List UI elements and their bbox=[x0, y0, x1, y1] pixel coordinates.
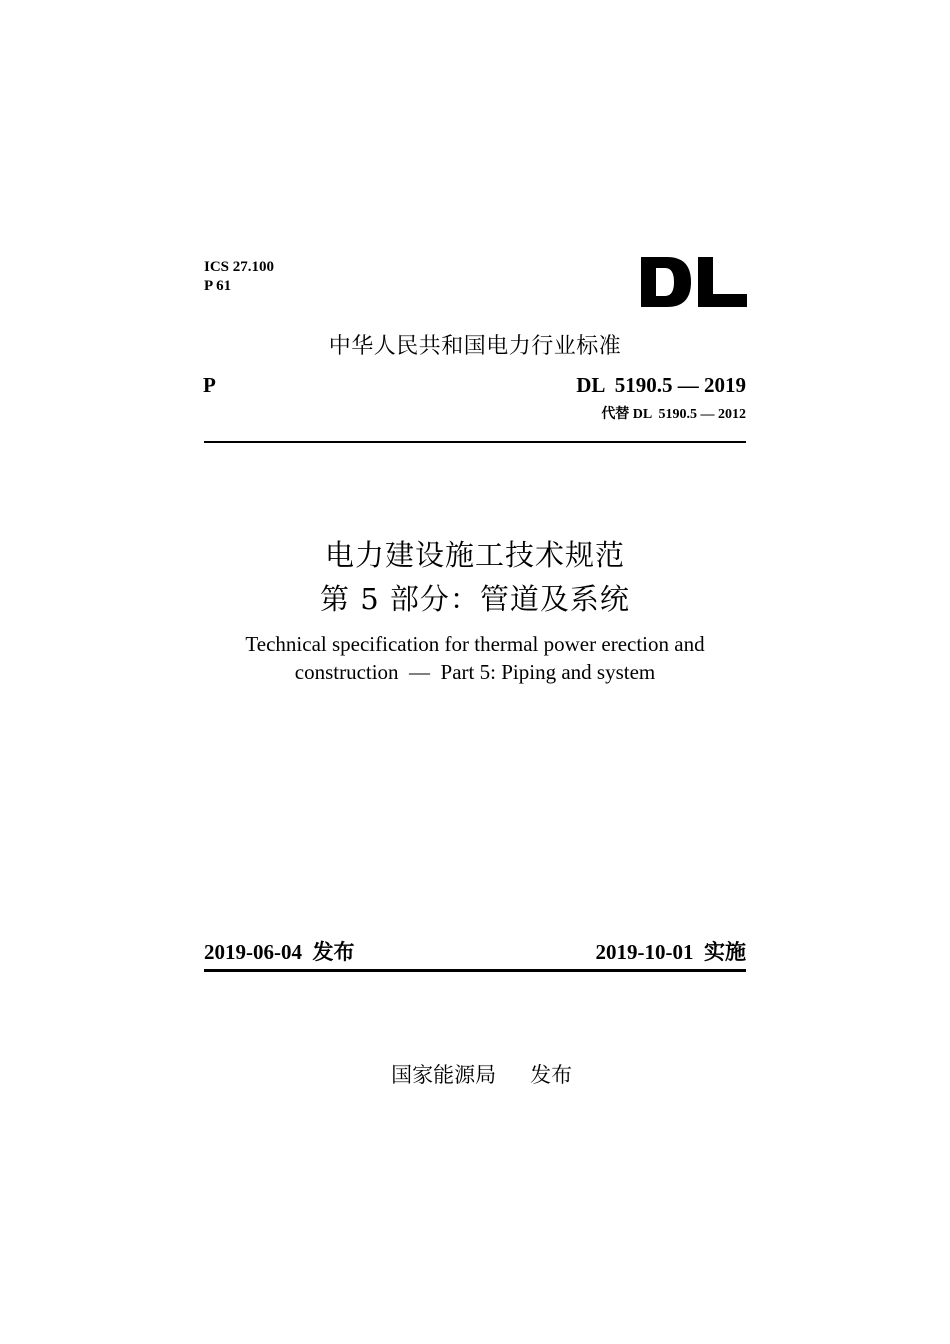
publisher-line bbox=[0, 1035, 950, 1089]
publisher-name: 国家能源局 bbox=[391, 1063, 497, 1087]
classification-letter: P bbox=[203, 373, 216, 397]
footer-divider bbox=[204, 969, 746, 972]
title-cn-line1: 电力建设施工技术规范 bbox=[324, 538, 625, 572]
ics-code: ICS 27.100 bbox=[204, 259, 275, 275]
title-en-line1: Technical specification for thermal power erection and bbox=[245, 632, 705, 656]
issue-date: 2019-06-04 发布 bbox=[204, 940, 355, 964]
publisher-action: 发布 bbox=[530, 1063, 573, 1087]
title-cn-line2: 第 5 部分：管道及系统 bbox=[320, 582, 630, 616]
ccs-code: P 61 bbox=[204, 278, 232, 294]
ics-classification bbox=[204, 258, 274, 296]
replaces-standard: 代替 DL 5190.5 — 2012 bbox=[601, 407, 746, 422]
title-en-line2: construction — Part 5: Piping and system bbox=[294, 660, 656, 684]
issuing-organization-title: 中华人民共和国电力行业标准 bbox=[328, 334, 622, 359]
standard-number: DL 5190.5 — 2019 bbox=[576, 373, 746, 397]
dl-logo bbox=[641, 257, 747, 307]
header-divider bbox=[204, 441, 746, 443]
implementation-date: 2019-10-01 实施 bbox=[595, 940, 746, 964]
